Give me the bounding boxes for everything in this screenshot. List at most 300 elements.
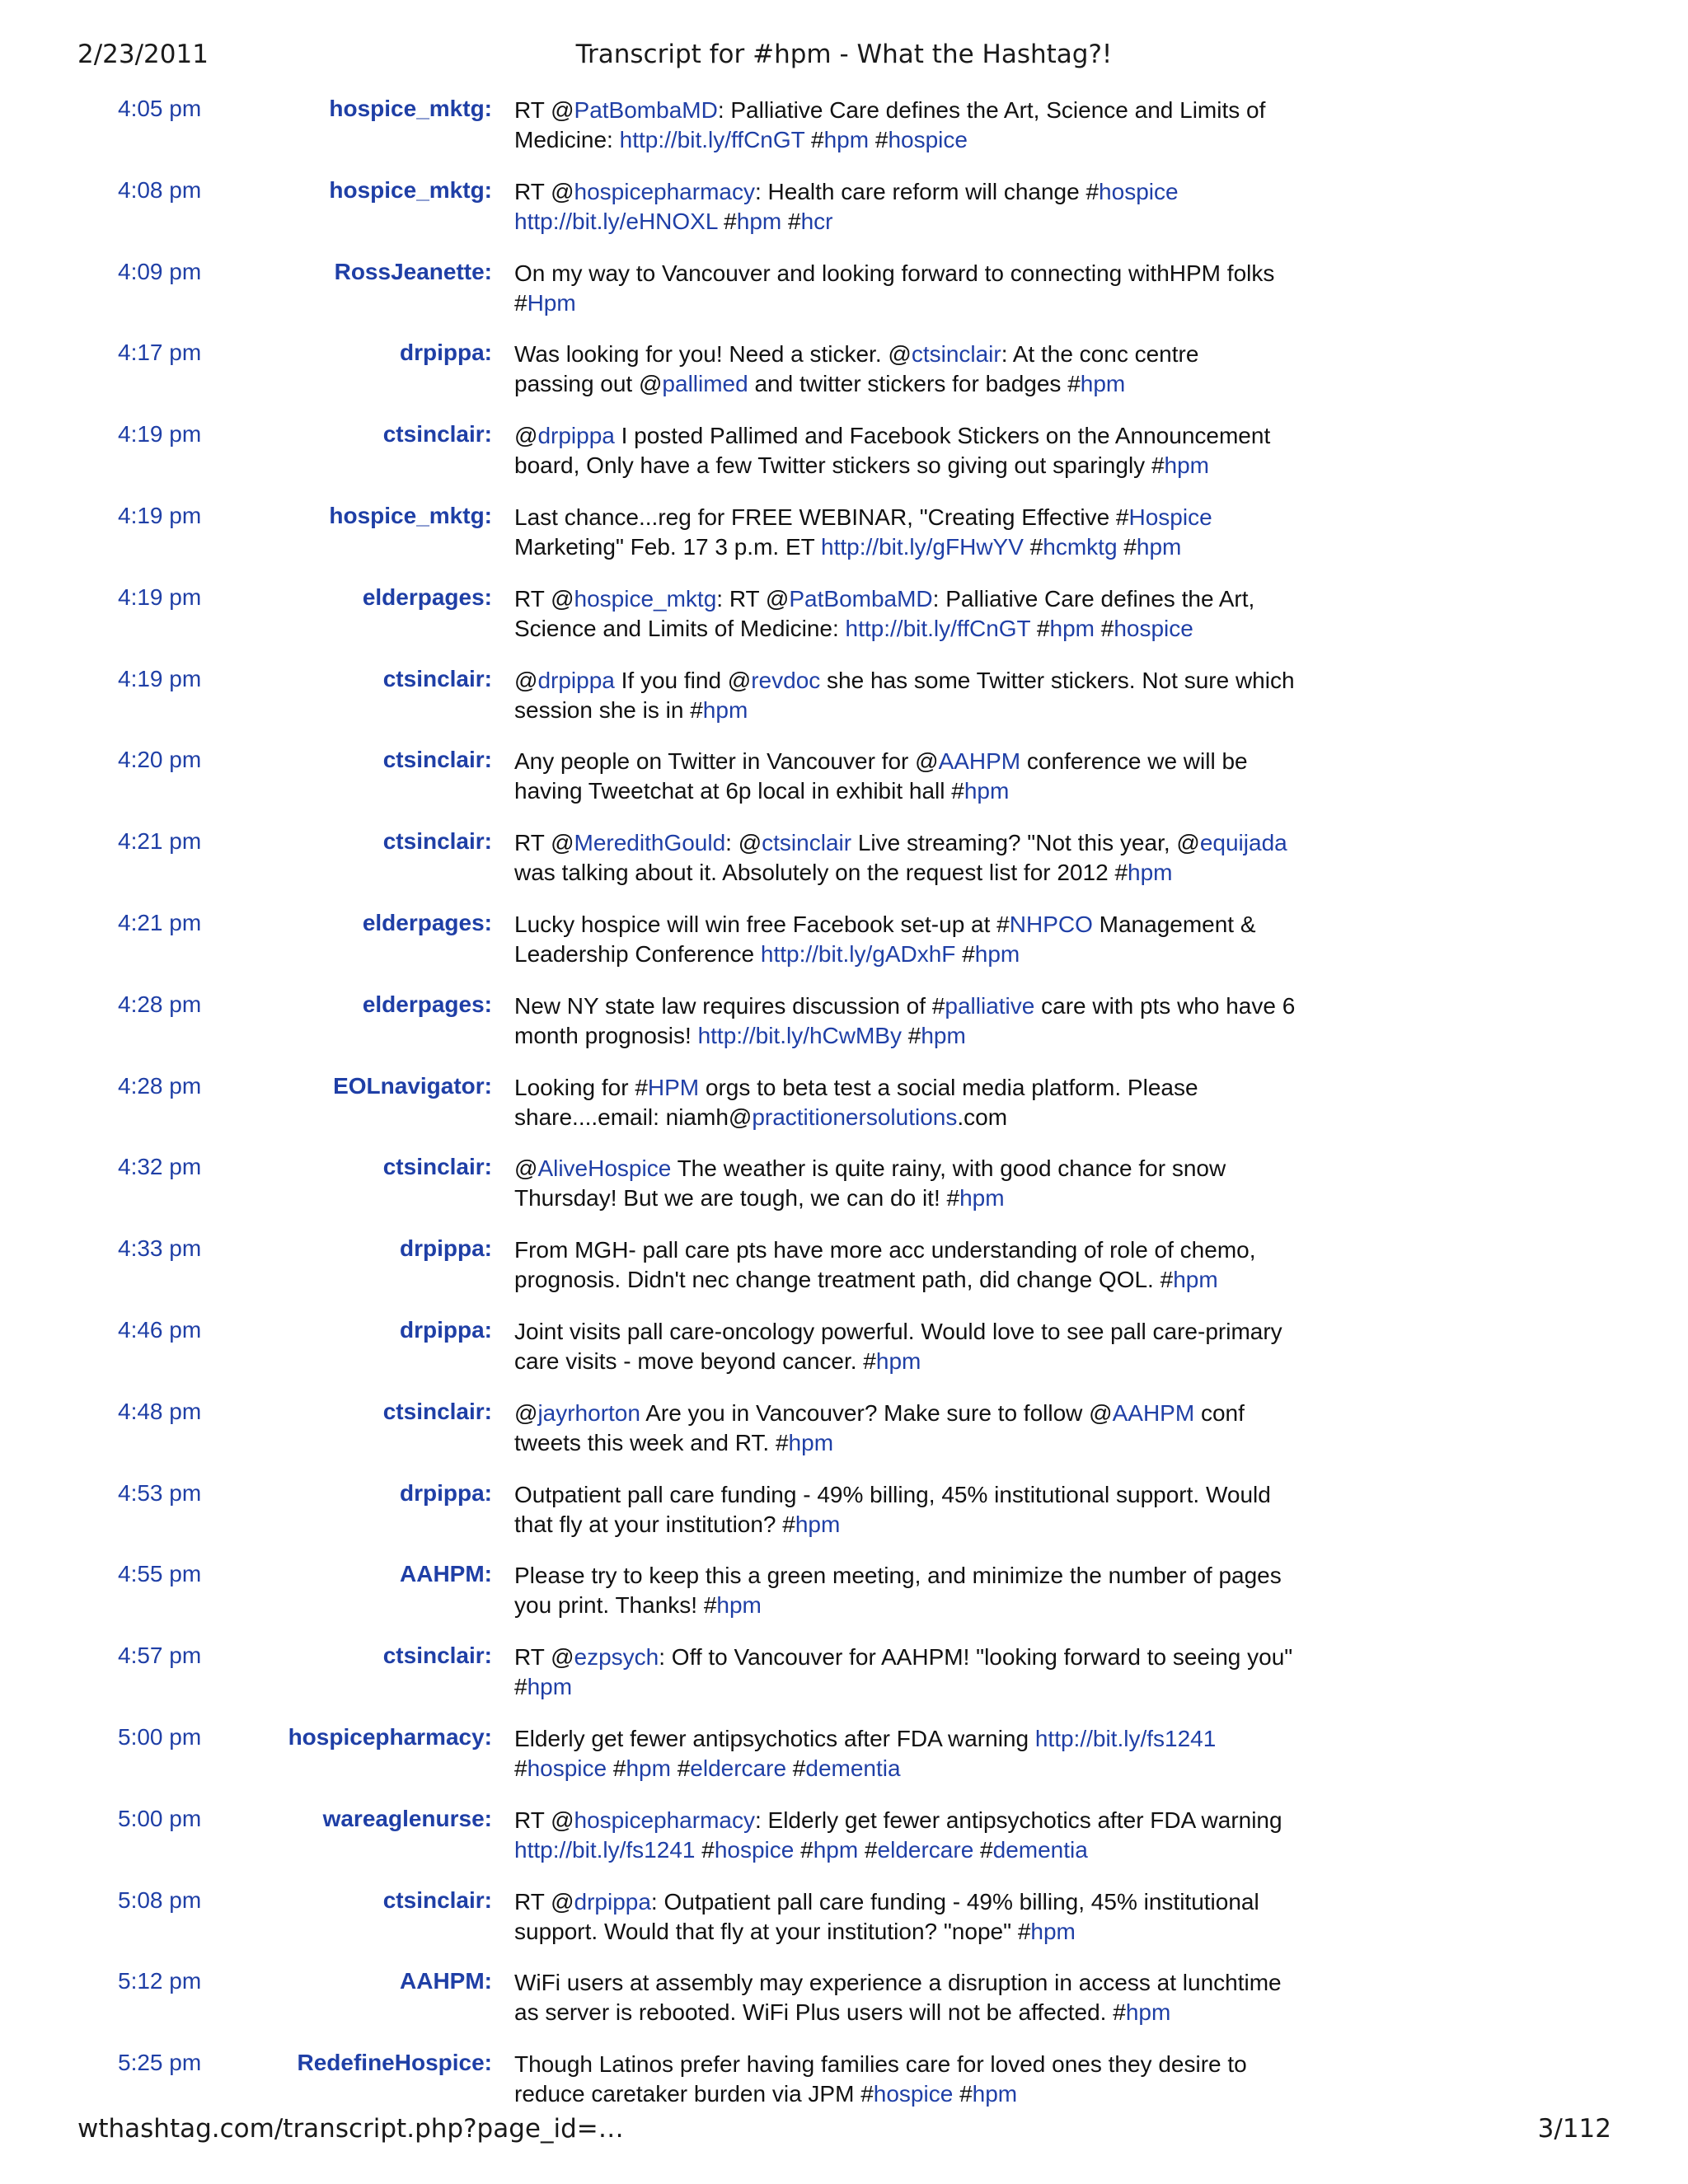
tweet-username[interactable]: hospicepharmacy:: [288, 1723, 492, 1750]
tweet-text: [514, 747, 1339, 806]
tweet-text-segment: #: [1023, 533, 1043, 560]
tweet-text-segment: #: [955, 940, 975, 967]
tweet-username[interactable]: wareaglenurse:: [322, 1805, 492, 1831]
tweet-link[interactable]: hospice: [1099, 178, 1179, 204]
tweet-link[interactable]: hpm: [972, 2081, 1018, 2107]
tweet-username[interactable]: RedefineHospice:: [297, 2050, 492, 2076]
tweet-time[interactable]: 4:21 pm: [118, 909, 202, 935]
tweet-text-segment: @: [514, 1399, 538, 1426]
tweet-link[interactable]: hpm: [921, 1022, 966, 1048]
tweet-link[interactable]: hospice: [714, 1836, 795, 1863]
tweet-link[interactable]: http://bit.ly/ffCnGT: [845, 615, 1031, 641]
tweet-text-line: [514, 1591, 1339, 1620]
tweet-text-line: [514, 2079, 1339, 2109]
tweet-text-segment: #: [1117, 533, 1137, 560]
tweet-username[interactable]: hospice_mktg:: [329, 176, 492, 203]
tweet-text-segment: #: [695, 1836, 715, 1863]
tweet-username[interactable]: elderpages:: [362, 991, 492, 1017]
tweet-text-segment: @: [514, 1155, 538, 1182]
tweet-link[interactable]: NHPCO: [1009, 911, 1093, 937]
tweet-link[interactable]: http://bit.ly/ffCnGT: [619, 127, 805, 152]
tweet-text-segment: : RT @: [716, 585, 790, 612]
tweet-text-segment: having Tweetchat at 6p local in exhibit hall #: [514, 778, 964, 804]
tweet-text-segment: reduce caretaker burden via JPM #: [514, 2081, 874, 2107]
transcript-list: [0, 94, 1688, 2130]
tweet-text-segment: #: [794, 1836, 814, 1863]
tweet-link[interactable]: hospicepharmacy: [574, 178, 755, 204]
tweet-text-segment: Are you in Vancouver? Make sure to follow @: [640, 1399, 1113, 1426]
tweet-text-segment: On my way to Vancouver and looking forward to connecting withHPM folks: [514, 260, 1275, 286]
tweet-text-segment: #: [1030, 615, 1050, 641]
tweet-text-segment: board, Only have a few Twitter stickers so giving out sparingly #: [514, 452, 1165, 479]
tweet-row: [0, 338, 1688, 419]
tweet-text-segment: as server is rebooted. WiFi Plus users will not be affected. #: [514, 1999, 1126, 2026]
tweet-text: [514, 1480, 1339, 1540]
tweet-text-line: [514, 696, 1339, 725]
tweet-username[interactable]: EOLnavigator:: [333, 1072, 492, 1099]
tweet-username[interactable]: elderpages:: [362, 583, 492, 610]
tweet-row: [0, 827, 1688, 908]
tweet-text-line: [514, 1265, 1339, 1295]
tweet-text-segment: #: [869, 127, 889, 152]
tweet-text-segment: RT @: [514, 97, 574, 123]
tweet-text-segment: conf: [1194, 1399, 1245, 1426]
tweet-text-line: [514, 614, 1339, 644]
tweet-time[interactable]: 4:46 pm: [118, 1316, 202, 1343]
tweet-text: [514, 421, 1339, 480]
tweet-link[interactable]: hpm: [959, 1185, 1005, 1212]
tweet-text: [514, 1887, 1339, 1947]
tweet-link[interactable]: hpm: [875, 1347, 921, 1374]
tweet-text-line: [514, 1347, 1339, 1376]
tweet-time[interactable]: 4:28 pm: [118, 991, 202, 1017]
tweet-link[interactable]: PatBombaMD: [789, 585, 933, 612]
tweet-text-segment: If you find @: [614, 667, 752, 693]
tweet-text-segment: Lucky hospice will win free Facebook set-up at #: [514, 911, 1010, 937]
tweet-text-segment: : @: [725, 830, 762, 856]
tweet-link[interactable]: drpippa: [537, 667, 615, 693]
tweet-text-line: [514, 1754, 1339, 1783]
tweet-link[interactable]: PatBombaMD: [574, 97, 718, 123]
tweet-text-line: [514, 1428, 1339, 1458]
tweet-time[interactable]: 4:28 pm: [118, 1072, 202, 1099]
tweet-username[interactable]: ctsinclair:: [382, 1398, 492, 1424]
tweet-text-line: [514, 584, 1339, 614]
tweet-text-segment: #: [901, 1022, 921, 1048]
tweet-row: [0, 745, 1688, 827]
tweet-text-segment: prognosis. Didn't nec change treatment path, did change QOL. #: [514, 1267, 1174, 1293]
tweet-text-line: [514, 747, 1339, 776]
tweet-time[interactable]: 4:55 pm: [118, 1561, 202, 1587]
tweet-text-segment: Thursday! But we are tough, we can do it! #: [514, 1185, 960, 1212]
tweet-time[interactable]: 5:00 pm: [118, 1723, 202, 1750]
tweet-text-segment: Live streaming? "Not this year, @: [851, 830, 1200, 856]
tweet-username[interactable]: ctsinclair:: [382, 1643, 492, 1669]
tweet-text-line: [514, 1510, 1339, 1540]
tweet-link[interactable]: hospice: [888, 127, 968, 152]
tweet-text-segment: The weather is quite rainy, with good chance for snow: [671, 1155, 1226, 1182]
tweet-time[interactable]: 4:21 pm: [118, 828, 202, 855]
tweet-row: [0, 1559, 1688, 1641]
tweet-link[interactable]: hpm: [1173, 1267, 1218, 1293]
tweet-text-segment: #: [514, 289, 528, 316]
tweet-link[interactable]: hpm: [974, 940, 1020, 967]
tweet-text-line: [514, 177, 1339, 207]
tweet-text-line: [514, 503, 1339, 532]
tweet-text-segment: .com: [957, 1104, 1008, 1130]
tweet-time[interactable]: 4:08 pm: [118, 176, 202, 203]
tweet-link[interactable]: hpm: [1128, 860, 1173, 886]
tweet-text-line: [514, 940, 1339, 969]
tweet-link[interactable]: eldercare: [877, 1836, 974, 1863]
tweet-text-segment: #: [670, 1755, 691, 1781]
tweet-row: [0, 94, 1688, 176]
tweet-username[interactable]: ctsinclair:: [382, 747, 492, 773]
tweet-time[interactable]: 4:17 pm: [118, 340, 202, 366]
tweet-link[interactable]: Hpm: [527, 289, 576, 316]
tweet-text-segment: support. Would that fly at your institution? "nope" #: [514, 1918, 1031, 1944]
tweet-text-segment: #: [514, 1674, 528, 1700]
print-date: 2/23/2011: [77, 40, 209, 69]
tweet-link[interactable]: hpm: [626, 1755, 671, 1781]
tweet-text-line: [514, 1835, 1339, 1865]
tweet-text-segment: RT @: [514, 1807, 574, 1833]
tweet-text: [514, 1968, 1339, 2027]
tweet-text: [514, 828, 1339, 888]
tweet-row: [0, 908, 1688, 990]
tweet-text-segment: @: [514, 667, 538, 693]
tweet-time[interactable]: 4:09 pm: [118, 258, 202, 284]
tweet-text-segment: : Palliative Care defines the Art,: [932, 585, 1255, 612]
tweet-link[interactable]: hospicepharmacy: [574, 1807, 755, 1833]
tweet-link[interactable]: hpm: [795, 1511, 841, 1537]
tweet-username[interactable]: elderpages:: [362, 909, 492, 935]
tweet-link[interactable]: http://bit.ly/eHNOXL: [514, 208, 718, 234]
tweet-row: [0, 1886, 1688, 1967]
tweet-text-segment: RT @: [514, 178, 574, 204]
tweet-row: [0, 1315, 1688, 1397]
tweet-row: [0, 501, 1688, 583]
tweet-text: [514, 96, 1339, 155]
tweet-link[interactable]: eldercare: [690, 1755, 787, 1781]
tweet-text-segment: tweets this week and RT. #: [514, 1429, 789, 1455]
tweet-text-segment: : Health care reform will change #: [754, 178, 1100, 204]
tweet-text-segment: care visits - move beyond cancer. #: [514, 1347, 876, 1374]
tweet-text-segment: Any people on Twitter in Vancouver for @: [514, 748, 939, 775]
tweet-link[interactable]: drpippa: [537, 423, 615, 449]
tweet-link[interactable]: hpm: [788, 1429, 834, 1455]
tweet-link[interactable]: hpm: [1164, 452, 1209, 479]
tweet-text-line: [514, 1154, 1339, 1183]
tweet-text-segment: WiFi users at assembly may experience a disruption in access at lunchtime: [514, 1970, 1282, 1996]
tweet-username[interactable]: ctsinclair:: [382, 828, 492, 855]
tweet-username[interactable]: drpippa:: [400, 340, 492, 366]
tweet-text: [514, 340, 1339, 399]
tweet-username[interactable]: AAHPM:: [400, 1561, 492, 1587]
tweet-text-line: [514, 1021, 1339, 1051]
tweet-text: [514, 1317, 1339, 1376]
tweet-link[interactable]: drpippa: [574, 1888, 651, 1915]
tweet-text-segment: #: [973, 1836, 993, 1863]
tweet-text: [514, 1724, 1339, 1783]
tweet-link[interactable]: MeredithGould: [574, 830, 726, 856]
tweet-text-segment: I posted Pallimed and Facebook Stickers on the Announcement: [614, 423, 1271, 449]
tweet-text-segment: Science and Limits of Medicine:: [514, 615, 846, 641]
tweet-row: [0, 1641, 1688, 1722]
tweet-text: [514, 259, 1339, 318]
tweet-link[interactable]: hpm: [527, 1674, 573, 1700]
tweet-text-segment: conference we will be: [1020, 748, 1248, 775]
page-footer: [0, 2114, 1688, 2155]
tweet-row: [0, 1966, 1688, 2048]
tweet-link[interactable]: ctsinclair: [762, 830, 852, 856]
tweet-text-segment: Joint visits pall care-oncology powerful. Would love to see pall care-primary: [514, 1318, 1282, 1344]
tweet-text-segment: #: [781, 208, 801, 234]
tweet-text-segment: she has some Twitter stickers. Not sure which: [820, 667, 1295, 693]
tweet-text-segment: Looking for #: [514, 1074, 648, 1100]
tweet-text-segment: : Off to Vancouver for AAHPM! "looking forward to seeing you": [659, 1644, 1293, 1671]
tweet-text-segment: #: [1094, 615, 1114, 641]
tweet-text-segment: New NY state law requires discussion of #: [514, 992, 945, 1019]
tweet-row: [0, 1722, 1688, 1804]
tweet-text-segment: care with pts who have 6: [1034, 992, 1296, 1019]
tweet-text-segment: #: [607, 1755, 626, 1781]
tweet-text-segment: #: [953, 2081, 973, 2107]
tweet-time[interactable]: 5:25 pm: [118, 2050, 202, 2076]
tweet-text: [514, 910, 1339, 969]
tweet-text-line: [514, 1968, 1339, 1998]
tweet-link[interactable]: hpm: [1136, 533, 1182, 560]
tweet-text-line: [514, 259, 1339, 288]
tweet-link[interactable]: hpm: [813, 1836, 859, 1863]
tweet-text-segment: RT @: [514, 585, 574, 612]
tweet-row: [0, 1152, 1688, 1234]
tweet-text-line: [514, 858, 1339, 888]
tweet-text: [514, 1399, 1339, 1458]
tweet-text-segment: Elderly get fewer antipsychotics after FDA warning: [514, 1725, 1035, 1751]
tweet-text-segment: that fly at your institution? #: [514, 1511, 795, 1537]
tweet-text-line: [514, 1480, 1339, 1510]
tweet-text: [514, 1643, 1339, 1702]
tweet-link[interactable]: jayrhorton: [537, 1399, 640, 1426]
tweet-username[interactable]: ctsinclair:: [382, 421, 492, 448]
tweet-link[interactable]: hpm: [1030, 1918, 1076, 1944]
tweet-username[interactable]: drpippa:: [400, 1316, 492, 1343]
tweet-text-segment: month prognosis!: [514, 1022, 698, 1048]
tweet-link[interactable]: ctsinclair: [911, 341, 1001, 368]
tweet-text-segment: : Palliative Care defines the Art, Science and Limits of: [717, 97, 1266, 123]
tweet-text-line: [514, 1235, 1339, 1265]
tweet-text-segment: session she is in #: [514, 696, 703, 723]
tweet-text-segment: you print. Thanks! #: [514, 1592, 717, 1619]
tweet-link[interactable]: hpm: [1080, 371, 1126, 397]
tweet-link[interactable]: hcmktg: [1043, 533, 1118, 560]
tweet-link[interactable]: dementia: [992, 1836, 1088, 1863]
tweet-username[interactable]: hospice_mktg:: [329, 502, 492, 528]
tweet-row: [0, 1397, 1688, 1479]
tweet-link[interactable]: hpm: [1125, 1999, 1171, 2026]
footer-url: wthashtag.com/transcript.php?page_id=…: [77, 2114, 624, 2144]
tweet-link[interactable]: equijada: [1199, 830, 1287, 856]
tweet-row: [0, 1479, 1688, 1560]
tweet-text: [514, 1561, 1339, 1620]
tweet-link[interactable]: ezpsych: [574, 1644, 659, 1671]
tweet-time[interactable]: 5:12 pm: [118, 1968, 202, 1994]
tweet-text-segment: : Outpatient pall care funding - 49% billing, 45% institutional: [650, 1888, 1259, 1915]
tweet-text-segment: share....email: niamh@: [514, 1104, 753, 1130]
tweet-username[interactable]: hospice_mktg:: [329, 96, 492, 121]
tweet-time[interactable]: 4:19 pm: [118, 502, 202, 528]
tweet-text-line: [514, 125, 1339, 155]
tweet-link[interactable]: http://bit.ly/gFHwYV: [821, 533, 1024, 560]
tweet-text: [514, 177, 1339, 237]
tweet-text-line: [514, 1998, 1339, 2027]
tweet-text-line: [514, 1643, 1339, 1672]
tweet-link[interactable]: hpm: [736, 208, 782, 234]
tweet-time[interactable]: 5:08 pm: [118, 1886, 202, 1913]
tweet-link[interactable]: palliative: [945, 992, 1035, 1019]
tweet-text-segment: Was looking for you! Need a sticker. @: [514, 341, 912, 368]
tweet-username[interactable]: ctsinclair:: [382, 665, 492, 691]
tweet-text-line: [514, 1073, 1339, 1103]
tweet-text-segment: : At the conc centre: [1001, 341, 1199, 368]
tweet-link[interactable]: hpm: [702, 696, 748, 723]
tweet-link[interactable]: http://bit.ly/fs1241: [1034, 1725, 1217, 1751]
tweet-text-segment: passing out @: [514, 371, 663, 397]
tweet-link[interactable]: hpm: [823, 127, 870, 152]
tweet-text-line: [514, 1672, 1339, 1702]
tweet-link[interactable]: hpm: [964, 778, 1010, 804]
tweet-text-segment: @: [514, 423, 538, 449]
tweet-text-segment: RT @: [514, 1888, 574, 1915]
tweet-text-segment: Though Latinos prefer having families care for loved ones they desire to: [514, 2051, 1247, 2078]
tweet-text-line: [514, 828, 1339, 858]
tweet-text-line: [514, 1103, 1339, 1132]
tweet-row: [0, 176, 1688, 257]
tweet-text: [514, 1806, 1339, 1865]
tweet-text-segment: was talking about it. Absolutely on the request list for 2012 #: [514, 860, 1128, 886]
tweet-text-segment: Marketing" Feb. 17 3 p.m. ET: [514, 533, 822, 560]
tweet-link[interactable]: hospice_mktg: [574, 585, 717, 612]
page-title: Transcript for #hpm - What the Hashtag?!: [575, 40, 1113, 69]
tweet-link[interactable]: hpm: [716, 1592, 762, 1619]
tweet-link[interactable]: hospice: [873, 2081, 954, 2107]
tweet-row: [0, 990, 1688, 1071]
tweet-link[interactable]: http://bit.ly/gADxhF: [760, 940, 956, 967]
tweet-text-segment: and twitter stickers for badges #: [748, 371, 1081, 397]
tweet-username[interactable]: ctsinclair:: [382, 1154, 492, 1180]
tweet-text-line: [514, 1806, 1339, 1835]
tweet-text-segment: #: [786, 1755, 806, 1781]
tweet-text-line: [514, 1887, 1339, 1917]
tweet-text: [514, 584, 1339, 644]
tweet-text-segment: : Elderly get fewer antipsychotics after FDA warning: [754, 1807, 1282, 1833]
tweet-text-line: [514, 2050, 1339, 2079]
tweet-text-segment: RT @: [514, 830, 574, 856]
tweet-link[interactable]: hospice: [1114, 615, 1193, 641]
tweet-text-line: [514, 1724, 1339, 1754]
tweet-text: [514, 1073, 1339, 1132]
tweet-text-line: [514, 1317, 1339, 1347]
tweet-text-segment: #: [717, 208, 737, 234]
tweet-row: [0, 583, 1688, 664]
tweet-text-line: [514, 910, 1339, 940]
tweet-time[interactable]: 4:57 pm: [118, 1643, 202, 1669]
tweet-time[interactable]: 4:19 pm: [118, 665, 202, 691]
tweet-time[interactable]: 4:19 pm: [118, 583, 202, 610]
tweet-link[interactable]: Hospice: [1128, 504, 1212, 530]
tweet-time[interactable]: 4:33 pm: [118, 1235, 202, 1262]
tweet-text-segment: Last chance...reg for FREE WEBINAR, "Creating Effective #: [514, 504, 1129, 530]
tweet-text-line: [514, 991, 1339, 1021]
page-header: [0, 40, 1688, 81]
tweet-row: [0, 1071, 1688, 1153]
tweet-text-line: [514, 1399, 1339, 1428]
tweet-text-line: [514, 340, 1339, 369]
tweet-link[interactable]: AAHPM: [938, 748, 1021, 775]
tweet-row: [0, 1234, 1688, 1315]
tweet-row: [0, 257, 1688, 339]
tweet-text-segment: RT @: [514, 1644, 574, 1671]
tweet-text-line: [514, 96, 1339, 125]
tweet-text-segment: #: [858, 1836, 878, 1863]
tweet-text-segment: Outpatient pall care funding - 49% billing, 45% institutional support. Would: [514, 1481, 1271, 1507]
tweet-time[interactable]: 4:32 pm: [118, 1154, 202, 1180]
tweet-text-line: [514, 532, 1339, 562]
tweet-row: [0, 664, 1688, 746]
tweet-text-segment: Medicine:: [514, 127, 620, 152]
tweet-text-line: [514, 1561, 1339, 1591]
tweet-text: [514, 1235, 1339, 1295]
tweet-link[interactable]: AliveHospice: [537, 1155, 672, 1182]
tweet-link[interactable]: hpm: [1049, 615, 1095, 641]
tweet-time[interactable]: 5:00 pm: [118, 1805, 202, 1831]
tweet-link[interactable]: practitionersolutions: [752, 1104, 958, 1130]
tweet-text-line: [514, 207, 1339, 237]
tweet-time[interactable]: 4:53 pm: [118, 1479, 202, 1506]
tweet-text-line: [514, 776, 1339, 806]
tweet-username[interactable]: drpippa:: [400, 1235, 492, 1262]
tweet-text-line: [514, 666, 1339, 696]
tweet-link[interactable]: revdoc: [751, 667, 821, 693]
tweet-link[interactable]: HPM: [647, 1074, 700, 1100]
tweet-text-line: [514, 1183, 1339, 1213]
tweet-username[interactable]: RossJeanette:: [334, 258, 492, 284]
tweet-link[interactable]: http://bit.ly/hCwMBy: [697, 1022, 902, 1048]
tweet-time[interactable]: 4:20 pm: [118, 747, 202, 773]
tweet-time[interactable]: 4:05 pm: [118, 96, 202, 121]
tweet-time[interactable]: 4:19 pm: [118, 421, 202, 448]
tweet-link[interactable]: http://bit.ly/fs1241: [514, 1836, 696, 1863]
tweet-row: [0, 419, 1688, 501]
tweet-username[interactable]: AAHPM:: [400, 1968, 492, 1994]
tweet-text-line: [514, 421, 1339, 451]
tweet-text-line: [514, 369, 1339, 399]
tweet-link[interactable]: hcr: [800, 208, 833, 234]
tweet-username[interactable]: ctsinclair:: [382, 1886, 492, 1913]
tweet-text-line: [514, 1917, 1339, 1947]
tweet-link[interactable]: hospice: [527, 1755, 607, 1781]
tweet-link[interactable]: AAHPM: [1112, 1399, 1195, 1426]
tweet-username[interactable]: drpippa:: [400, 1479, 492, 1506]
tweet-text-segment: Please try to keep this a green meeting, and minimize the number of pages: [514, 1563, 1282, 1589]
tweet-link[interactable]: pallimed: [662, 371, 748, 397]
tweet-link[interactable]: dementia: [805, 1755, 901, 1781]
tweet-row: [0, 1804, 1688, 1886]
tweet-text-line: [514, 451, 1339, 480]
tweet-text: [514, 666, 1339, 725]
tweet-time[interactable]: 4:48 pm: [118, 1398, 202, 1424]
